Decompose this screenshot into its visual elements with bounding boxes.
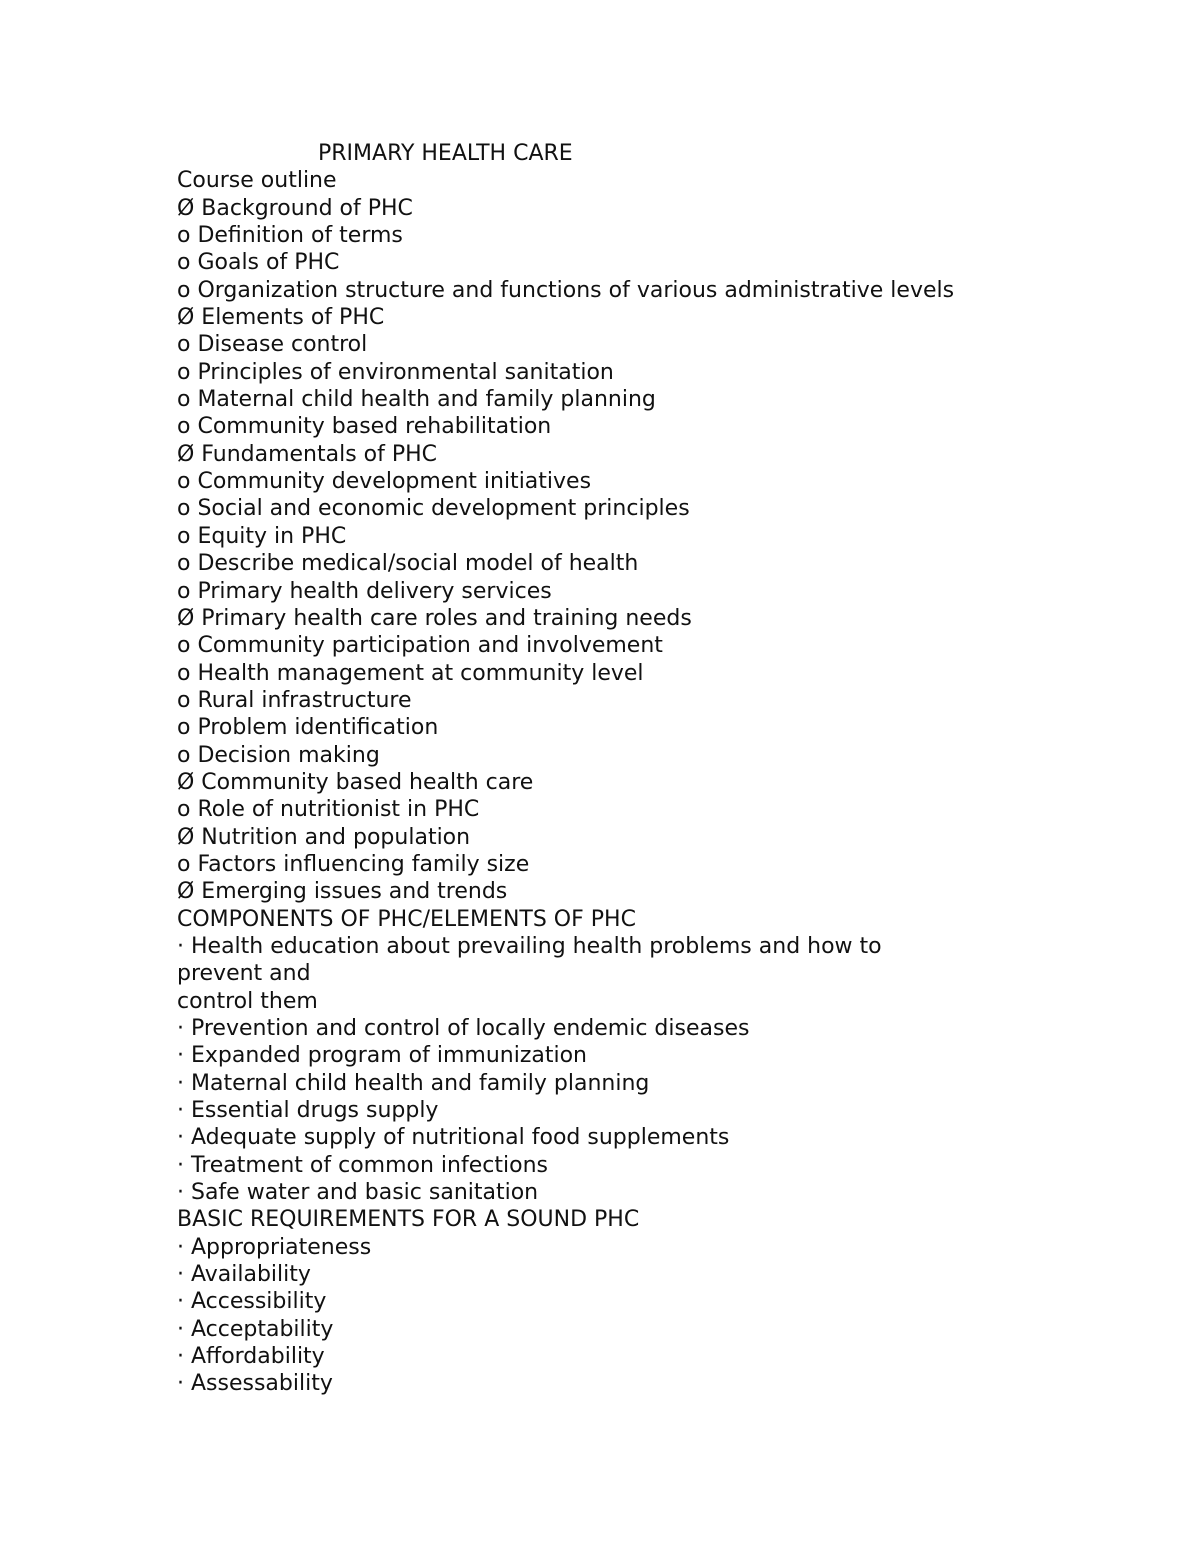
outline-item: Ø Nutrition and population [177,824,471,850]
component-item: · Expanded program of immunization [177,1043,587,1069]
outline-item: o Maternal child health and family planning [177,387,656,413]
component-item: · Safe water and basic sanitation [177,1180,539,1206]
outline-item: Ø Emerging issues and trends [177,879,508,905]
outline-item: o Community participation and involvement [177,633,663,659]
course-outline-label: Course outline [177,168,337,194]
outline-item: Ø Fundamentals of PHC [177,441,438,467]
outline-item: o Equity in PHC [177,523,347,549]
component-item: · Maternal child health and family planning [177,1070,650,1096]
outline-item: o Community based rehabilitation [177,414,552,440]
outline-item: Ø Elements of PHC [177,305,385,331]
requirement-item: · Acceptability [177,1316,334,1342]
components-heading: COMPONENTS OF PHC/ELEMENTS OF PHC [177,906,636,932]
component-item: · Health education about prevailing health problems and how to [177,933,882,959]
outline-item: o Health management at community level [177,660,644,686]
document-title: PRIMARY HEALTH CARE [318,141,573,166]
requirement-item: · Accessibility [177,1289,327,1315]
requirement-item: · Assessability [177,1371,333,1397]
outline-item: o Definition of terms [177,223,403,249]
outline-item: o Organization structure and functions of various administrative levels [177,277,955,303]
component-item: · Treatment of common infections [177,1152,548,1178]
outline-item: Ø Primary health care roles and training needs [177,605,692,631]
outline-item: o Principles of environmental sanitation [177,359,614,385]
outline-item: Ø Community based health care [177,769,534,795]
component-item: · Essential drugs supply [177,1098,439,1124]
requirements-heading: BASIC REQUIREMENTS FOR A SOUND PHC [177,1207,640,1233]
outline-item: o Problem identification [177,715,439,741]
outline-item: o Rural infrastructure [177,687,412,713]
outline-item: o Community development initiatives [177,469,592,495]
requirement-item: · Affordability [177,1344,325,1370]
outline-list [177,195,977,906]
outline-item: o Goals of PHC [177,250,340,276]
component-item-continued: prevent and [177,961,311,987]
component-item: · Prevention and control of locally endemic diseases [177,1016,750,1041]
outline-item: Ø Background of PHC [177,195,413,221]
document-body [177,140,977,1398]
outline-item: o Role of nutritionist in PHC [177,797,480,823]
components-list [177,933,977,1206]
outline-item: o Social and economic development principles [177,496,690,522]
component-item: · Adequate supply of nutritional food supplements [177,1125,730,1151]
requirement-item: · Availability [177,1262,311,1288]
component-item-continued: control them [177,988,318,1014]
outline-item: o Decision making [177,742,380,768]
outline-item: o Primary health delivery services [177,578,552,604]
outline-item: o Describe medical/social model of health [177,551,639,577]
outline-item: o Disease control [177,332,368,358]
requirements-list [177,1234,977,1398]
requirement-item: · Appropriateness [177,1234,372,1260]
outline-item: o Factors influencing family size [177,851,530,877]
